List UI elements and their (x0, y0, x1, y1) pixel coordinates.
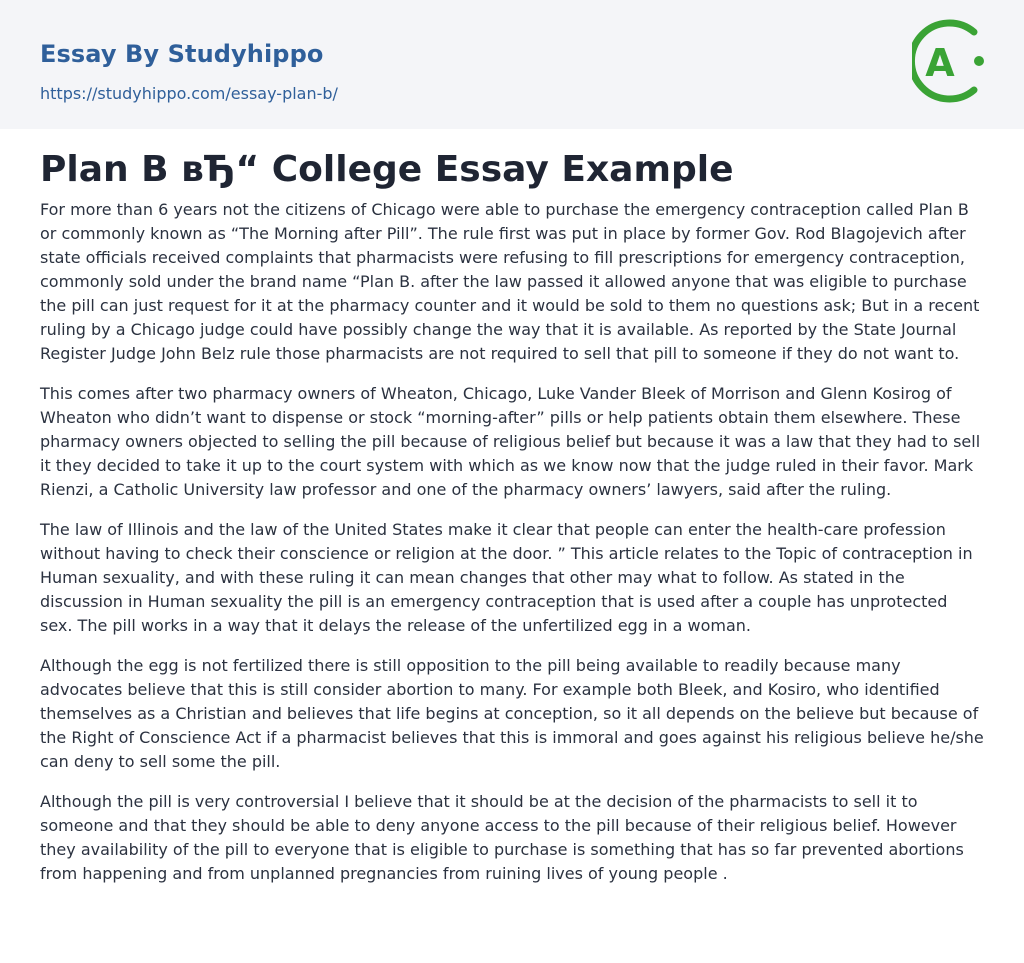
studyhippo-logo-icon[interactable] (912, 18, 988, 106)
site-title[interactable]: Essay By Studyhippo (40, 40, 324, 68)
logo-letter: A (925, 41, 955, 85)
essay-url-link[interactable]: https://studyhippo.com/essay-plan-b/ (40, 84, 338, 103)
essay-paragraph: For more than 6 years not the citizens of Chicago were able to purchase the emergency contraception called Plan B or commonly known as “The Morning after Pill”. The rule first was put in place by former Gov. Rod Blagojevich after state officials received complaints that pharmacists were refusing to fill prescriptions for emergency contraception, commonly sold under the brand name “Plan B. after the law passed it allowed anyone that was eligible to purchase the pill can just request for it at the pharmacy counter and it would be sold to them no questions ask; But in a recent ruling by a Chicago judge could have possibly change the way that it is available. As reported by the State Journal Register Judge John Belz rule those pharmacists are not required to sell that pill to someone if they do not want to. (40, 200, 980, 363)
essay-content (0, 147, 1024, 886)
site-header (0, 0, 1024, 129)
essay-paragraph: Although the egg is not fertilized there is still opposition to the pill being available to readily because many advocates believe that this is still consider abortion to many. For example both Bleek, and Kosiro, who identified themselves as a Christian and believes that life begins at conception, so it all depends on the believe but because of the Right of Conscience Act if a pharmacist believes that this is immoral and goes against his religious believe he/she can deny to sell some the pill. (40, 656, 984, 771)
essay-body (40, 198, 984, 886)
essay-title: Plan B вЂ“ College Essay Example (40, 149, 734, 190)
essay-paragraph: This comes after two pharmacy owners of Wheaton, Chicago, Luke Vander Bleek of Morrison and Glenn Kosirog of Wheaton who didn’t want to dispense or stock “morning-after” pills or help patients obtain them elsewhere. These pharmacy owners objected to selling the pill because of religious belief but because it was a law that they had to sell it they decided to take it up to the court system with which as we know now that the judge ruled in their favor. Mark Rienzi, a Catholic University law professor and one of the pharmacy owners’ lawyers, said after the ruling. (40, 384, 981, 499)
essay-paragraph: The law of Illinois and the law of the United States make it clear that people can enter the health-care profession without having to check their conscience or religion at the door. ” This article relates to the Topic of contraception in Human sexuality, and with these ruling it can mean changes that other may what to follow. As stated in the discussion in Human sexuality the pill is an emergency contraception that is used after a couple has unprotected sex. The pill works in a way that it delays the release of the unfertilized egg in a woman. (40, 520, 973, 635)
essay-paragraph: Although the pill is very controversial I believe that it should be at the decision of the pharmacists to sell it to someone and that they should be able to deny anyone access to the pill because of their religious belief. However they availability of the pill to everyone that is eligible to purchase is something that has so far prevented abortions from happening and from unplanned pregnancies from ruining lives of young people . (40, 792, 964, 883)
